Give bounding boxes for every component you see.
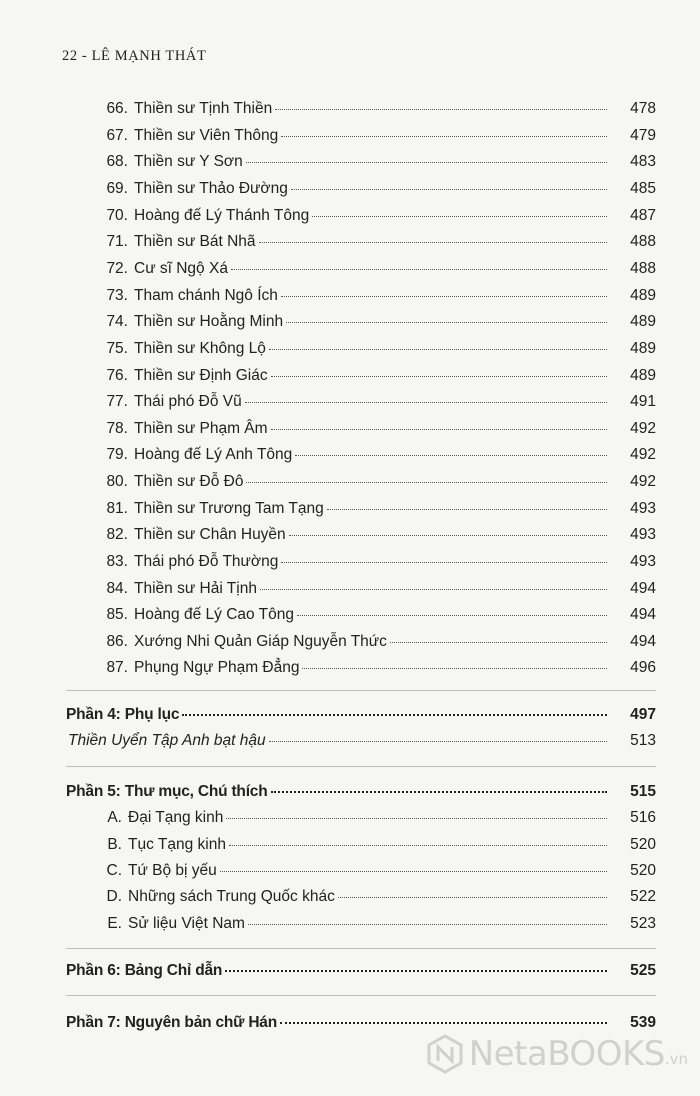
toc-entry [0,207,700,225]
entry-number: 77. [106,393,128,410]
entry-page: 520 [630,862,656,879]
toc-entry [0,633,700,651]
entry-title: Tham chánh Ngô Ích [134,287,278,304]
entry-page: 492 [630,446,656,463]
section-divider [66,690,656,691]
toc-entry [0,420,700,438]
dot-leader [271,790,608,793]
section-title: Phần 7: Nguyên bản chữ Hán [66,1014,277,1031]
dot-leader [286,321,607,323]
entry-page: 493 [630,553,656,570]
dot-leader [226,817,607,819]
toc-entry [0,580,700,598]
toc-entry [0,836,700,854]
toc-entry [0,473,700,491]
entry-title: Thiền sư Y Sơn [134,153,243,170]
toc-entry [0,500,700,518]
entry-page: 489 [630,313,656,330]
entry-page: 493 [630,526,656,543]
entry-title: Thiền sư Tịnh Thiền [134,100,273,117]
entry-title: Thiền sư Không Lộ [134,340,266,357]
entry-title: Thiền sư Viên Thông [134,127,279,144]
section-title: Phần 5: Thư mục, Chú thích [66,783,268,800]
entry-number: 83. [106,553,128,570]
entry-title: Thiền sư Định Giác [134,367,268,384]
entry-number: 67. [106,127,128,144]
dot-leader [281,135,607,137]
section-page: 497 [630,706,656,723]
entry-number: 75. [106,340,128,357]
entry-page: 520 [630,836,656,853]
dot-leader [231,268,607,270]
toc-entry [0,393,700,411]
entry-page: 522 [630,888,656,905]
entry-number: 70. [106,207,128,224]
part-5-heading [0,783,700,801]
entry-title: Thái phó Đỗ Thường [134,553,279,570]
entry-page: 488 [630,260,656,277]
entry-page: 513 [630,732,656,749]
part-4-heading [0,706,700,724]
dot-leader [289,534,607,536]
part-7-heading [0,1014,700,1032]
entry-page: 483 [630,153,656,170]
entry-number: 84. [106,580,128,597]
toc-entry [0,915,700,933]
entry-title: Thiền Uyển Tập Anh bạt hậu [68,732,266,749]
watermark-text: NetaBOOKS [468,1034,665,1074]
entry-page: 494 [630,580,656,597]
entry-number: 81. [106,500,128,517]
dot-leader [271,428,607,430]
toc-entry [0,153,700,171]
dot-leader [280,1021,607,1024]
dot-leader [271,375,607,377]
netabooks-watermark [425,1034,688,1074]
entry-number: 78. [106,420,128,437]
entry-title: Tứ Bộ bị yếu [128,862,217,879]
dot-leader [327,508,607,510]
dot-leader [390,641,607,643]
toc-entry [0,287,700,305]
toc-entry [0,553,700,571]
entry-number: 85. [106,606,128,623]
dot-leader [297,614,607,616]
dot-leader [275,108,607,110]
toc-entry [0,888,700,906]
entry-page: 523 [630,915,656,932]
entry-title: Thiền sư Trương Tam Tạng [134,500,324,517]
toc-entry [0,526,700,544]
section-divider [66,948,656,949]
entry-letter: A. [107,809,122,826]
entry-title: Thiền sư Hải Tịnh [134,580,257,597]
entry-letter: E. [107,915,122,932]
entry-number: 80. [106,473,128,490]
toc-entry [0,809,700,827]
entry-number: 73. [106,287,128,304]
section-page: 539 [630,1014,656,1031]
entry-title: Hoàng đế Lý Anh Tông [134,446,293,463]
entry-title: Thiền sư Phạm Âm [134,420,268,437]
dot-leader [295,454,607,456]
toc-entry [0,180,700,198]
entry-page: 494 [630,606,656,623]
section-page: 525 [630,962,656,979]
entry-number: 76. [106,367,128,384]
entry-title: Thiền sư Thảo Đường [134,180,288,197]
entry-page: 494 [630,633,656,650]
toc-entry [0,127,700,145]
entry-number: 82. [106,526,128,543]
dot-leader [246,481,607,483]
entry-page: 493 [630,500,656,517]
section-title: Phần 4: Phụ lục [66,706,180,723]
entry-page: 488 [630,233,656,250]
dot-leader [312,215,607,217]
section-divider [66,766,656,767]
dot-leader [182,713,607,716]
dot-leader [281,561,607,563]
entry-letter: B. [107,836,122,853]
dot-leader [245,401,607,403]
toc-entry [0,340,700,358]
entry-number: 79. [106,446,128,463]
entry-title: Sử liệu Việt Nam [128,915,245,932]
entry-title: Phụng Ngự Phạm Đẳng [134,659,300,676]
dot-leader [281,295,607,297]
dot-leader [259,241,607,243]
dot-leader [246,161,607,163]
toc-entry [0,260,700,278]
toc-entry [0,313,700,331]
entry-letter: D. [106,888,122,905]
entry-title: Những sách Trung Quốc khác [128,888,335,905]
toc-entry [0,606,700,624]
entry-title: Xướng Nhi Quản Giáp Nguyễn Thức [134,633,387,650]
entry-title: Đại Tạng kinh [128,809,224,826]
entry-page: 478 [630,100,656,117]
watermark-suffix: .vn [664,1050,688,1068]
dot-leader [269,348,607,350]
toc-entry [0,233,700,251]
page-header: 22 - LÊ MẠNH THÁT [62,48,207,64]
entry-title: Thiền sư Bát Nhã [134,233,256,250]
entry-title: Thiền sư Chân Huyền [134,526,286,543]
toc-entry [0,446,700,464]
dot-leader [260,588,607,590]
entry-title: Thiền sư Đỗ Đô [134,473,244,490]
dot-leader [220,870,607,872]
entry-page: 489 [630,340,656,357]
entry-number: 74. [106,313,128,330]
toc-entry [0,100,700,118]
dot-leader [248,923,607,925]
entry-page: 492 [630,420,656,437]
entry-number: 69. [106,180,128,197]
entry-title: Hoàng đế Lý Thánh Tông [134,207,310,224]
dot-leader [229,844,607,846]
entry-page: 487 [630,207,656,224]
entry-number: 71. [106,233,128,250]
dot-leader [302,667,607,669]
entry-title: Tục Tạng kinh [128,836,226,853]
entry-page: 479 [630,127,656,144]
entry-page: 489 [630,367,656,384]
toc-entry [0,862,700,880]
entry-page: 492 [630,473,656,490]
netabooks-logo-icon [425,1034,465,1074]
entry-number: 72. [106,260,128,277]
dot-leader [291,188,607,190]
toc-entry [0,367,700,385]
entry-page: 516 [630,809,656,826]
part-6-heading [0,962,700,980]
entry-number: 86. [106,633,128,650]
entry-title: Hoàng đế Lý Cao Tông [134,606,294,623]
dot-leader [338,896,607,898]
dot-leader [225,969,607,972]
entry-page: 489 [630,287,656,304]
entry-letter: C. [106,862,122,879]
toc-entry [0,659,700,677]
section-divider [66,995,656,996]
entry-page: 496 [630,659,656,676]
entry-title: Thiền sư Hoằng Minh [134,313,284,330]
entry-title: Thái phó Đỗ Vũ [134,393,242,410]
entry-page: 485 [630,180,656,197]
dot-leader [269,740,607,742]
entry-number: 87. [106,659,128,676]
entry-page: 491 [630,393,656,410]
entry-number: 68. [106,153,128,170]
section-title: Phần 6: Bảng Chỉ dẫn [66,962,223,979]
entry-number: 66. [106,100,128,117]
toc-entry [0,732,700,750]
entry-title: Cư sĩ Ngộ Xá [134,260,228,277]
section-page: 515 [630,783,656,800]
